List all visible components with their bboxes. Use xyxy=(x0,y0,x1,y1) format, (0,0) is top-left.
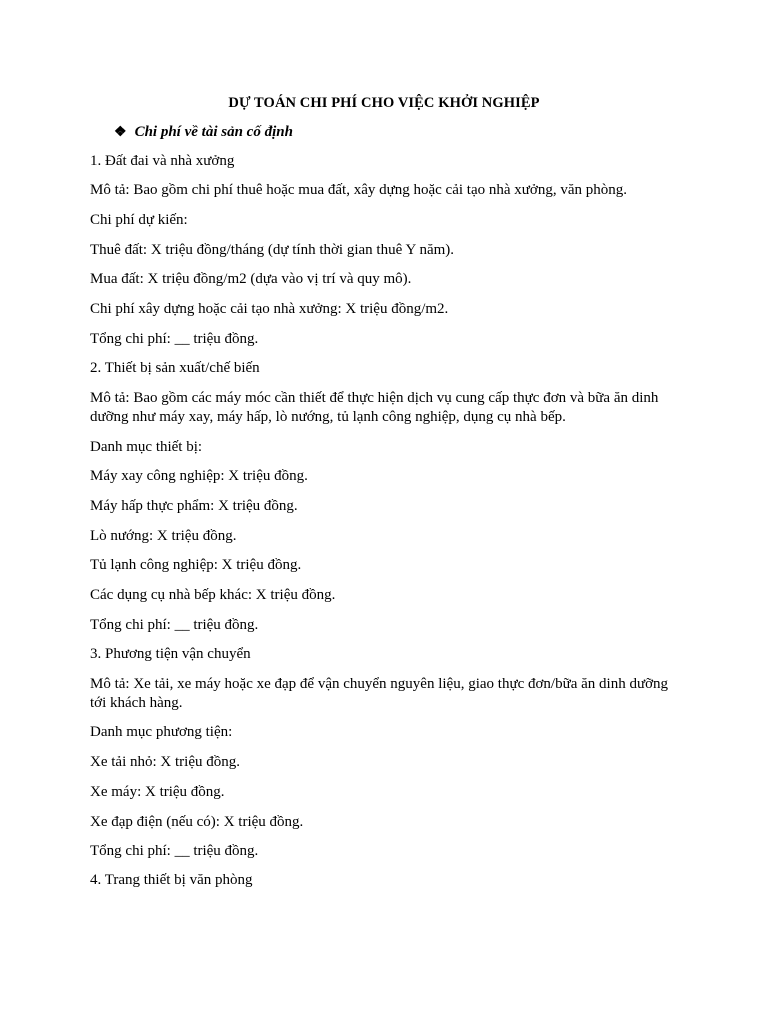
paragraph-fridge: Tủ lạnh công nghiệp: X triệu đồng. xyxy=(90,557,302,573)
paragraph-kitchen-tools: Các dụng cụ nhà bếp khác: X triệu đồng. xyxy=(90,587,336,603)
section-title-land: 1. Đất đai và nhà xưởng xyxy=(90,153,235,169)
paragraph-blender: Máy xay công nghiệp: X triệu đồng. xyxy=(90,468,308,484)
paragraph-land-description: Mô tả: Bao gồm chi phí thuê hoặc mua đất, xây dựng hoặc cải tạo nhà xưởng, văn phòng. xyxy=(90,182,627,198)
paragraph-ebike: Xe đạp điện (nếu có): X triệu đồng. xyxy=(90,814,304,830)
paragraph-land-rent: Thuê đất: X triệu đồng/tháng (dự tính thời gian thuê Y năm). xyxy=(90,242,455,258)
paragraph-construction-cost: Chi phí xây dựng hoặc cải tạo nhà xưởng: X triệu đồng/m2. xyxy=(90,301,449,317)
paragraph-equipment-list-heading: Danh mục thiết bị: xyxy=(90,439,203,455)
paragraph-equipment-description: Mô tả: Bao gồm các máy móc cần thiết để thực hiện dịch vụ cung cấp thực đơn và bữa ăn dinh dưỡng như máy xay, máy hấp, lò nướng, tủ lạnh công nghiệp, dụng cụ nhà bếp. xyxy=(90,390,659,425)
section-title-transport: 3. Phương tiện vận chuyển xyxy=(90,646,251,662)
paragraph-food-steamer: Máy hấp thực phẩm: X triệu đồng. xyxy=(90,498,298,514)
section-heading-text: Chi phí về tài sản cố định xyxy=(134,124,293,140)
section-title-equipment: 2. Thiết bị sản xuất/chế biến xyxy=(90,360,260,376)
section-heading xyxy=(114,123,293,142)
section-title-office-equipment: 4. Trang thiết bị văn phòng xyxy=(90,872,253,888)
paragraph-motorbike: Xe máy: X triệu đồng. xyxy=(90,784,225,800)
paragraph-small-truck: Xe tải nhỏ: X triệu đồng. xyxy=(90,754,240,770)
paragraph-transport-description: Mô tả: Xe tải, xe máy hoặc xe đạp để vận chuyển nguyên liệu, giao thực đơn/bữa ăn dinh dưỡng tới khách hàng. xyxy=(90,676,669,711)
paragraph-total-cost-2: Tổng chi phí: __ triệu đồng. xyxy=(90,617,259,633)
paragraph-oven: Lò nướng: X triệu đồng. xyxy=(90,528,237,544)
paragraph-total-cost-3: Tổng chi phí: __ triệu đồng. xyxy=(90,843,259,859)
paragraph-total-cost-1: Tổng chi phí: __ triệu đồng. xyxy=(90,331,259,347)
paragraph-expected-cost: Chi phí dự kiến: xyxy=(90,212,188,228)
page-title: DỰ TOÁN CHI PHÍ CHO VIỆC KHỞI NGHIỆP xyxy=(228,95,540,111)
diamond-bullet-icon: ❖ xyxy=(114,125,127,140)
paragraph-vehicle-list-heading: Danh mục phương tiện: xyxy=(90,724,233,740)
paragraph-land-purchase: Mua đất: X triệu đồng/m2 (dựa vào vị trí và quy mô). xyxy=(90,271,412,287)
